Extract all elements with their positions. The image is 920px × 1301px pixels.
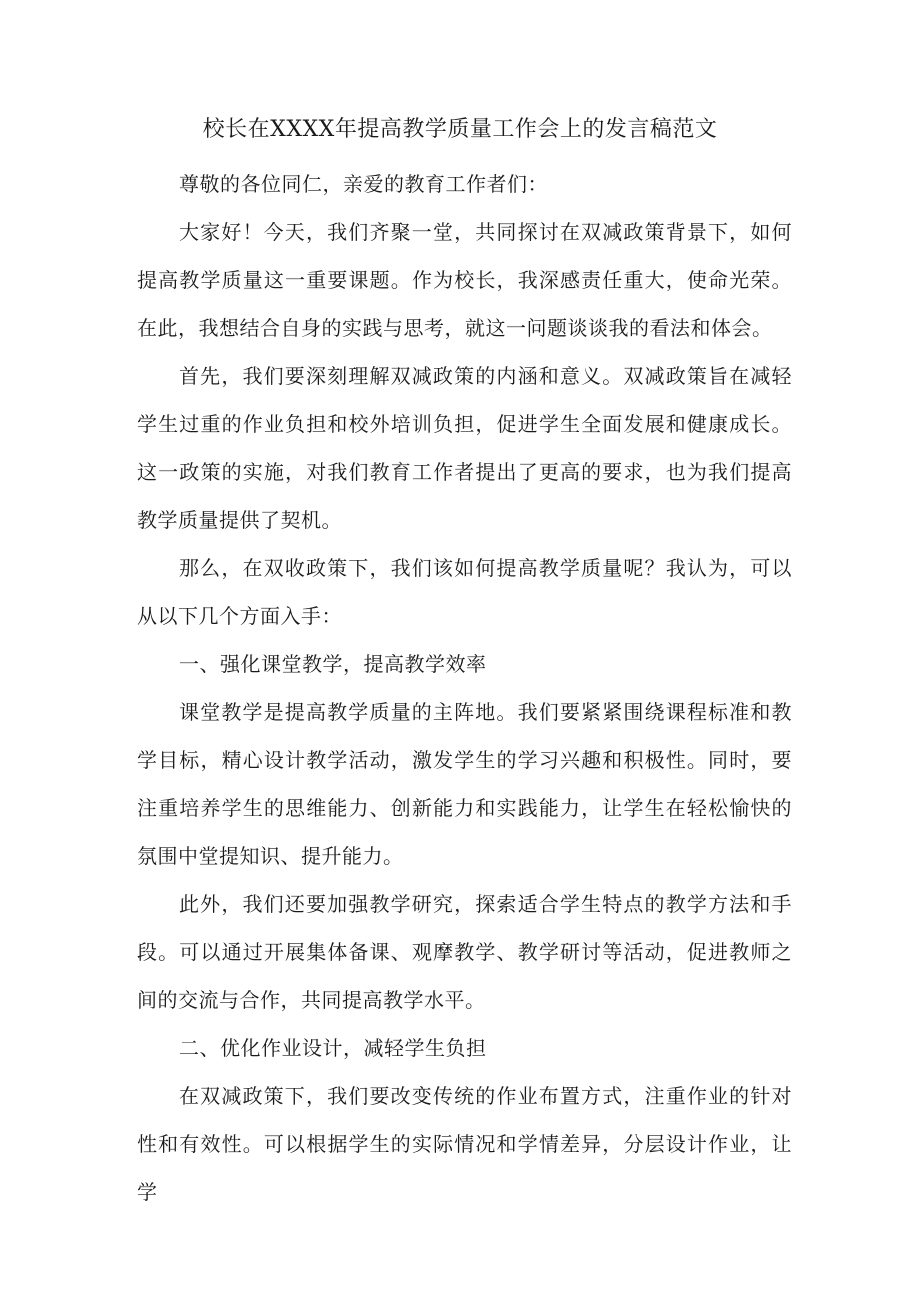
document-title: 校长在XXXX年提高教学质量工作会上的发言稿范文 <box>202 117 718 142</box>
policy-paragraph: 首先，我们要深刻理解双减政策的内涵和意义。双减政策旨在减轻学生过重的作业负担和校外培训负担，促进学生全面发展和健康成长。这一政策的实施，对我们教育工作者提出了更高的要求，也为我们提高教学质量提供了契机。 <box>137 364 792 532</box>
classroom-paragraph: 课堂教学是提高教学质量的主阵地。我们要紧紧围绕课程标准和教学目标，精心设计教学活动，激发学生的学习兴趣和积极性。同时，要注重培养学生的思维能力、创新能力和实践能力，让学生在轻松愉快的氛围中堂提知识、提升能力。 <box>137 700 792 868</box>
intro-paragraph: 大家好！今天，我们齐聚一堂，共同探讨在双减政策背景下，如何提高教学质量这一重要课题。作为校长，我深感责任重大，使命光荣。在此，我想结合自身的实践与思考，就这一问题谈谈我的看法和体会。 <box>137 220 792 340</box>
homework-paragraph: 在双减政策下，我们要改变传统的作业布置方式，注重作业的针对性和有效性。可以根据学生的实际情况和学情差异，分层设计作业，让学 <box>137 1084 792 1204</box>
document-body <box>137 160 792 1216</box>
section-heading-1: 一、强化课堂教学，提高教学效率 <box>179 652 487 676</box>
section-heading-2: 二、优化作业设计，减轻学生负担 <box>179 1036 487 1060</box>
question-paragraph: 那么，在双收政策下，我们该如何提高教学质量呢？我认为，可以从以下几个方面入手： <box>137 556 792 628</box>
greeting-paragraph: 尊敬的各位同仁，亲爱的教育工作者们： <box>179 172 548 196</box>
research-paragraph: 此外，我们还要加强教学研究，探索适合学生特点的教学方法和手段。可以通过开展集体备课、观摩教学、教学研讨等活动，促进教师之间的交流与合作，共同提高教学水平。 <box>137 892 792 1012</box>
